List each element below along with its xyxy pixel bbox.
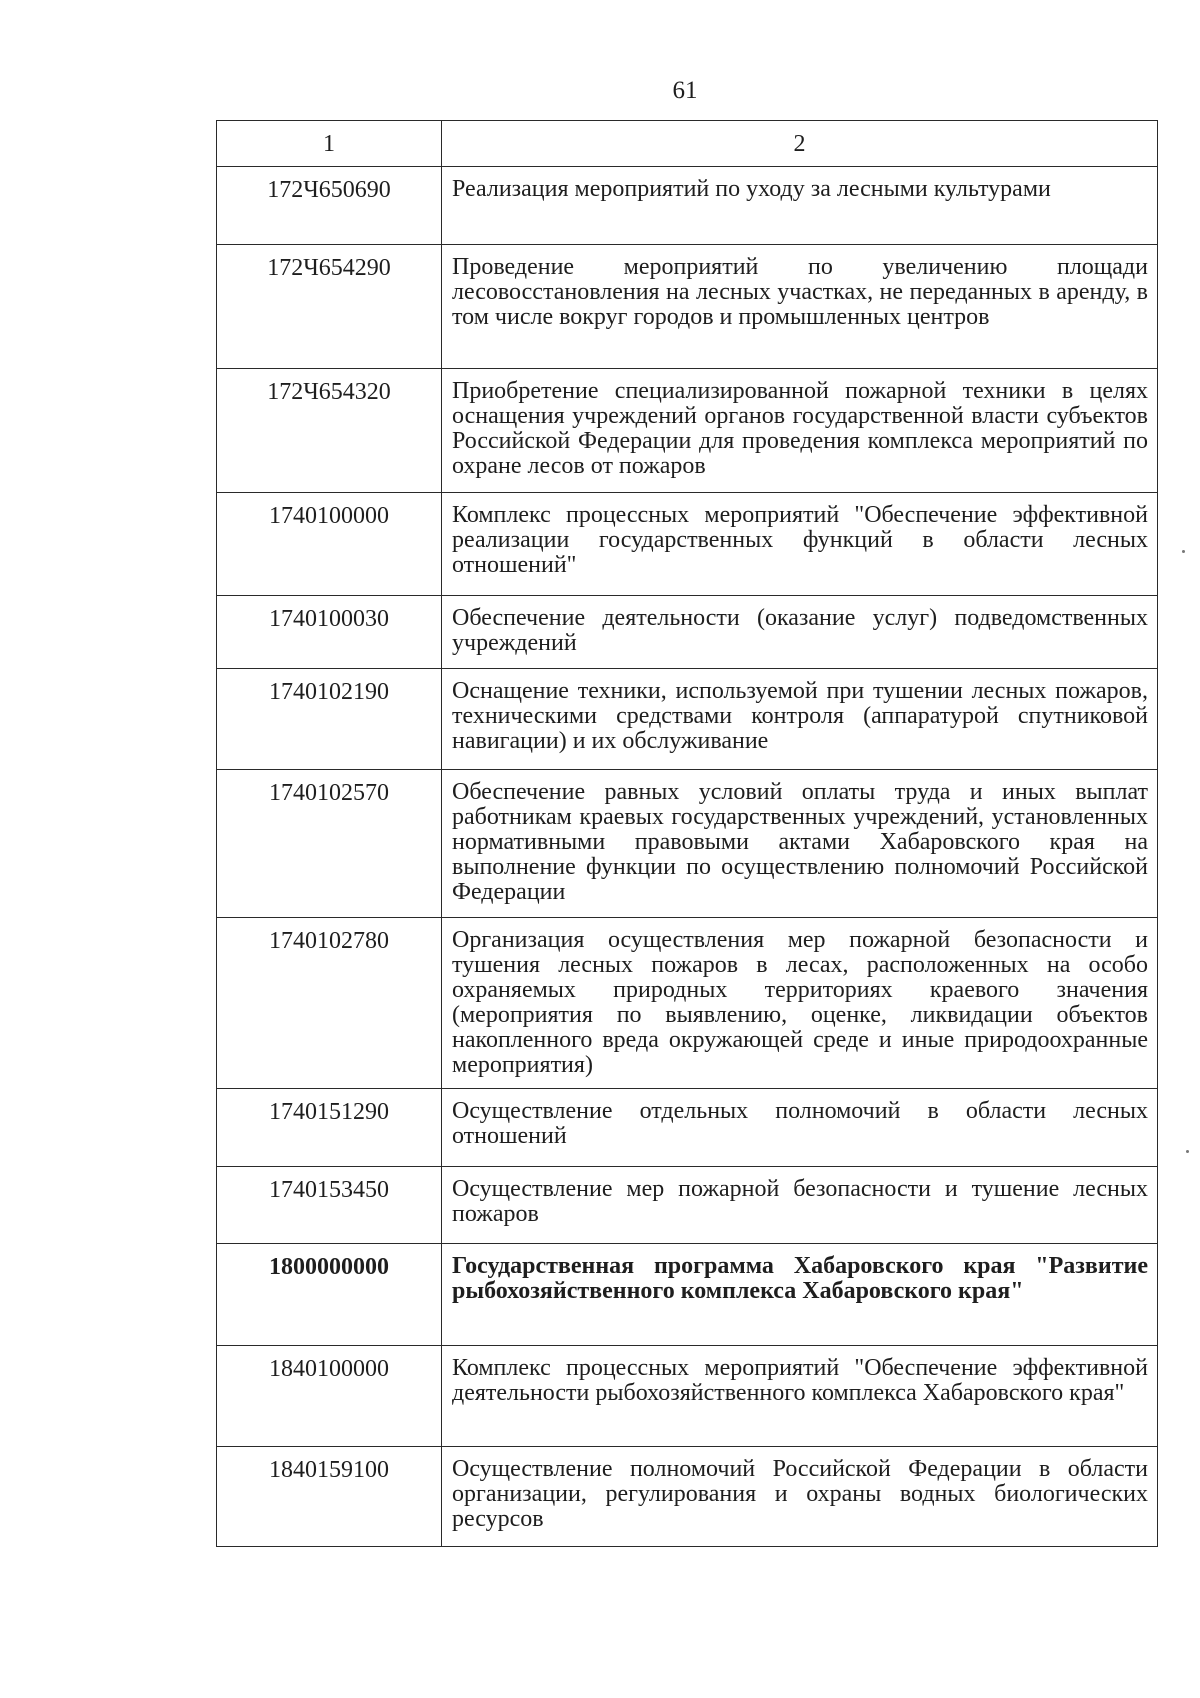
target-article-code: 1740102780 <box>217 918 442 1089</box>
target-article-name: Осуществление полномочий Российской Федерации в области организации, регулирования и охраны водных биологических ресурсов <box>442 1447 1158 1547</box>
target-article-code: 172Ч654320 <box>217 369 442 493</box>
table-row <box>217 245 1158 369</box>
target-article-code: 1740102570 <box>217 770 442 918</box>
target-article-name: Комплекс процессных мероприятий "Обеспечение эффективной деятельности рыбохозяйственного комплекса Хабаровского края" <box>442 1346 1158 1447</box>
target-article-name: Осуществление отдельных полномочий в области лесных отношений <box>442 1089 1158 1167</box>
target-article-name: Реализация мероприятий по уходу за лесными культурами <box>442 167 1158 245</box>
column-header-1: 1 <box>217 121 442 167</box>
target-article-name: Проведение мероприятий по увеличению площади лесовосстановления на лесных участках, не переданных в аренду, в том числе вокруг городов и промышленных центров <box>442 245 1158 369</box>
target-article-code: 1740100030 <box>217 596 442 669</box>
page-number: 61 <box>672 77 698 104</box>
target-article-name: Комплекс процессных мероприятий "Обеспечение эффективной реализации государственных функций в области лесных отношений" <box>442 493 1158 596</box>
table-header-row <box>217 121 1158 167</box>
target-article-code: 172Ч650690 <box>217 167 442 245</box>
target-article-name: Приобретение специализированной пожарной техники в целях оснащения учреждений органов государственной власти субъектов Российской Федерации для проведения комплекса мероприятий по охране лесов от пожаров <box>442 369 1158 493</box>
table-row <box>217 1346 1158 1447</box>
table-row <box>217 1167 1158 1244</box>
target-article-code: 1840159100 <box>217 1447 442 1547</box>
table-row <box>217 918 1158 1089</box>
column-header-2: 2 <box>442 121 1158 167</box>
target-article-code: 172Ч654290 <box>217 245 442 369</box>
budget-code-table <box>216 120 1158 1547</box>
scan-speck <box>1186 1150 1189 1153</box>
table-row <box>217 1089 1158 1167</box>
table-row <box>217 770 1158 918</box>
target-article-code: 1800000000 <box>217 1244 442 1346</box>
target-article-name: Обеспечение равных условий оплаты труда и иных выплат работникам краевых государственных учреждений, установленных нормативными правовыми актами Хабаровского края на выполнение функции по осуществлению полномочий Российской Федерации <box>442 770 1158 918</box>
table-row <box>217 493 1158 596</box>
table-row <box>217 1447 1158 1547</box>
target-article-code: 1740153450 <box>217 1167 442 1244</box>
table-row <box>217 369 1158 493</box>
target-article-name: Оснащение техники, используемой при тушении лесных пожаров, техническими средствами контроля (аппаратурой спутниковой навигации) и их обслуживание <box>442 669 1158 770</box>
target-article-code: 1740102190 <box>217 669 442 770</box>
table-row <box>217 167 1158 245</box>
table-row <box>217 669 1158 770</box>
target-article-name: Организация осуществления мер пожарной безопасности и тушения лесных пожаров в лесах, расположенных на особо охраняемых природных территориях краевого значения (мероприятия по выявлению, оценке, ликвидации объектов накопленного вреда окружающей среде и иные природоохранные мероприятия) <box>442 918 1158 1089</box>
table-row <box>217 596 1158 669</box>
target-article-code: 1840100000 <box>217 1346 442 1447</box>
target-article-code: 1740100000 <box>217 493 442 596</box>
target-article-name: Обеспечение деятельности (оказание услуг) подведомственных учреждений <box>442 596 1158 669</box>
target-article-name: Осуществление мер пожарной безопасности и тушение лесных пожаров <box>442 1167 1158 1244</box>
table-row <box>217 1244 1158 1346</box>
scan-speck <box>1182 550 1185 553</box>
target-article-code: 1740151290 <box>217 1089 442 1167</box>
target-article-name: Государственная программа Хабаровского края "Развитие рыбохозяйственного комплекса Хабаровского края" <box>442 1244 1158 1346</box>
table-body <box>217 167 1158 1547</box>
